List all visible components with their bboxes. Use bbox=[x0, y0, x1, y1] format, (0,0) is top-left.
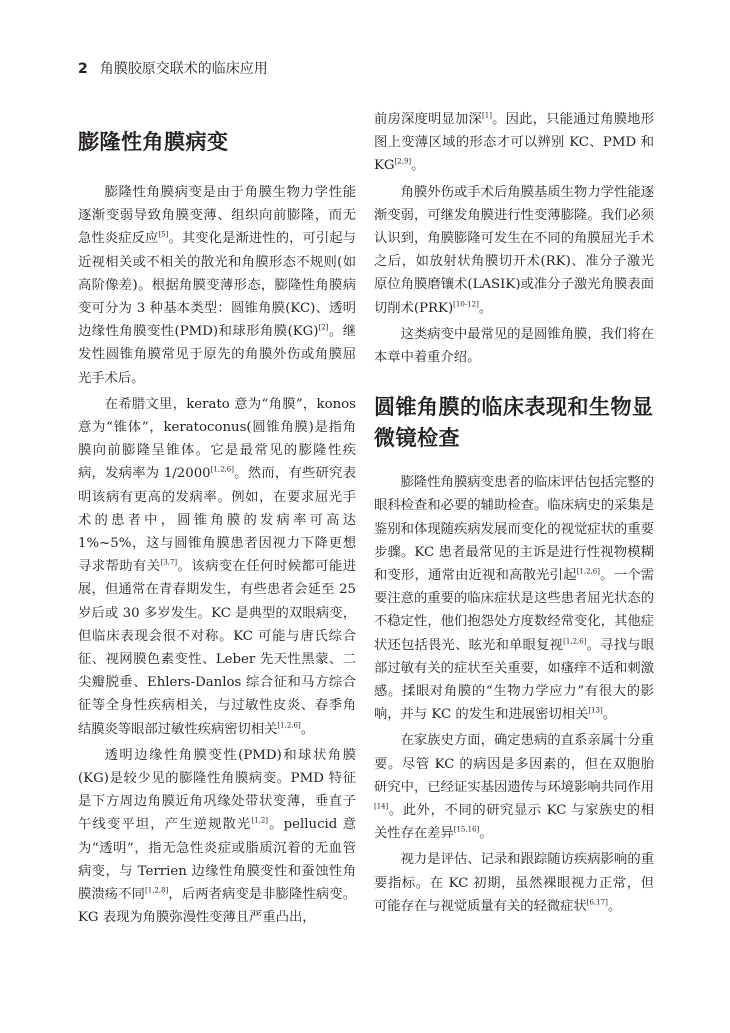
text-run: 在家族史方面，确定患病的直系亲属十分重要。尽管 KC 的病因是多因素的，但在双胞胎研究中，已经证实基因遗传与环境影响共同作用 bbox=[374, 733, 654, 795]
page-number: 2 bbox=[78, 61, 88, 77]
text-run: 视力是评估、记录和跟踪随访疾病影响的重要指标。在 KC 初期，虽然裸眼视力正常，但可能存在与视觉质量有关的轻微症状 bbox=[374, 852, 654, 914]
citation-ref: [2,9] bbox=[394, 157, 412, 166]
left-paragraphs bbox=[78, 181, 356, 930]
text-run: 。 bbox=[411, 158, 425, 174]
body-paragraph bbox=[374, 108, 654, 178]
text-run: 前房深度明显加深 bbox=[374, 112, 483, 127]
citation-ref: [1,2,6] bbox=[277, 721, 301, 730]
text-run: 。 bbox=[607, 898, 622, 914]
text-run: 膨隆性角膜病变是由于角膜生物力学性能逐渐变弱导致角膜变薄、组织向前膨隆，而无急性炎症反应 bbox=[78, 185, 356, 247]
right-column bbox=[374, 108, 654, 921]
running-header bbox=[78, 58, 378, 78]
citation-ref: [5] bbox=[158, 230, 169, 239]
left-column bbox=[78, 108, 356, 933]
text-run: 。因此，只能通过角膜地形图上变薄区域的形态才可以辨别 KC、PMD 和 KG bbox=[374, 112, 654, 174]
text-run: 。 bbox=[300, 721, 315, 737]
text-run: 在希腊文里，kerato 意为“角膜”，konos 意为“锥体”，keratoconus(圆锥角膜)是指角膜向前膨隆呈锥体。它是最常见的膨隆性疾病，发病率为 1/2000 bbox=[78, 396, 356, 482]
right-lead-paragraphs bbox=[374, 108, 654, 369]
body-paragraph bbox=[78, 393, 356, 741]
text-run: 。此外，不同的研究显示 KC 与家族史的相关性存在差异 bbox=[374, 803, 654, 842]
text-run: 。继发性圆锥角膜常见于原先的角膜外伤或角膜屈光手术后。 bbox=[78, 324, 357, 386]
text-run: 透明边缘性角膜变性(PMD)和球状角膜(KG)是较少见的膨隆性角膜病变。PMD 特征是下方周边角膜近角巩缘处带状变薄，垂直子午线变平坦，产生逆规散光 bbox=[78, 747, 356, 833]
citation-ref: [1,2,8] bbox=[145, 886, 169, 895]
citation-ref: [1,2] bbox=[251, 817, 269, 826]
text-run: 。 bbox=[478, 300, 493, 316]
citation-ref: [1,2,6] bbox=[576, 567, 600, 576]
citation-ref: [1,2,6] bbox=[563, 637, 587, 646]
body-paragraph bbox=[78, 744, 356, 930]
citation-ref: [2] bbox=[318, 323, 329, 332]
text-run: 。寻找与眼部过敏有关的症状至关重要，如瘙痒不适和刺激感。揉眼对角膜的“生物力学应力”有很大的影响，并与 KC 的发生和进展密切相关 bbox=[374, 637, 655, 723]
citation-ref: [15,16] bbox=[453, 825, 480, 834]
body-paragraph bbox=[374, 181, 654, 320]
body-paragraph bbox=[374, 848, 654, 918]
citation-ref: [13] bbox=[588, 706, 603, 715]
text-run: 。一个需要注意的重要的临床症状是这些患者屈光状态的不稳定性，他们抱怨处方度数经常变化，其他症状还包括畏光、眩光和单眼复视 bbox=[374, 568, 655, 653]
citation-ref: [1,2,6] bbox=[210, 466, 234, 475]
right-paragraphs bbox=[374, 471, 654, 918]
text-run: 这类病变中最常见的是圆锥角膜，我们将在本章中着重介绍。 bbox=[374, 326, 654, 366]
text-run: 。该病变在任何时候都可能进展，但通常在青春期发生，有些患者会延至 25 岁后或 30 多岁发生。KC 是典型的双眼病变，但临床表现会很不对称。KC 可能与唐氏综合征、视网膜色素变性、Leber 先天性黑蒙、二尖瓣脱垂、Ehlers-Danlos 综合征和马方综合征等全身性疾病相关，与过敏性皮炎、春季角结膜炎等眼部过敏性疾病密切相关 bbox=[78, 559, 357, 737]
text-run: 。 bbox=[602, 707, 617, 723]
citation-ref: [10-12] bbox=[453, 300, 479, 309]
citation-ref: [14] bbox=[374, 802, 389, 811]
text-run: 膨隆性角膜病变患者的临床评估包括完整的眼科检查和必要的辅助检查。临床病史的采集是鉴别和体现随疾病发展而变化的视觉症状的重要步骤。KC 患者最常见的主诉是进行性视物模糊和变形，通常由近视和高散光引起 bbox=[374, 475, 654, 584]
body-paragraph bbox=[374, 729, 654, 845]
text-run: 。其变化是渐进性的，可引起与近视相关或不相关的散光和角膜形态不规则(如高阶像差)。根据角膜变薄形态，膨隆性角膜病变可分为 3 种基本类型：圆锥角膜(KC)、透明边缘性角膜变性(PMD)和球形角膜(KG) bbox=[78, 231, 357, 340]
text-run: 。pellucid 意为“透明”，指无急性炎症或脂质沉着的无血管病变，与 Terrien 边缘性角膜变性和蚕蚀性角膜溃疡不同 bbox=[78, 817, 356, 903]
body-paragraph bbox=[78, 181, 356, 390]
section-heading-ectatic: 膨隆性角膜病变 bbox=[78, 129, 229, 154]
citation-ref: [6,17] bbox=[586, 898, 608, 907]
citation-ref: [1] bbox=[482, 111, 492, 120]
text-run: 角膜外伤或手术后角膜基质生物力学性能逐渐变弱，可继发角膜进行性变薄膨隆。我们必须认识到，角膜膨隆可发生在不同的角膜屈光手术之后，如放射状角膜切开术(RK)、准分子激光原位角膜磨镶术(LASIK)或准分子激光角膜表面切削术(PRK) bbox=[374, 184, 654, 316]
body-paragraph bbox=[374, 323, 654, 369]
body-paragraph bbox=[374, 471, 654, 726]
section-heading-keratoconus-clinical: 圆锥角膜的临床表现和生物显微镜检查 bbox=[374, 394, 654, 451]
citation-ref: [3,7] bbox=[160, 558, 178, 567]
text-run: ，后两者病变是非膨隆性病变。KG 表现为角膜弥漫性变薄且严重凸出， bbox=[78, 887, 356, 926]
text-run: 。然而，有些研究表明该病有更高的发病率。例如，在要求屈光手术的患者中，圆锥角膜的发病率可高达 1%~5%，这与圆锥角膜患者因视力下降更想寻求帮助有关 bbox=[78, 466, 356, 575]
running-title: 角膜胶原交联术的临床应用 bbox=[99, 61, 268, 77]
text-run: 。 bbox=[479, 826, 493, 842]
